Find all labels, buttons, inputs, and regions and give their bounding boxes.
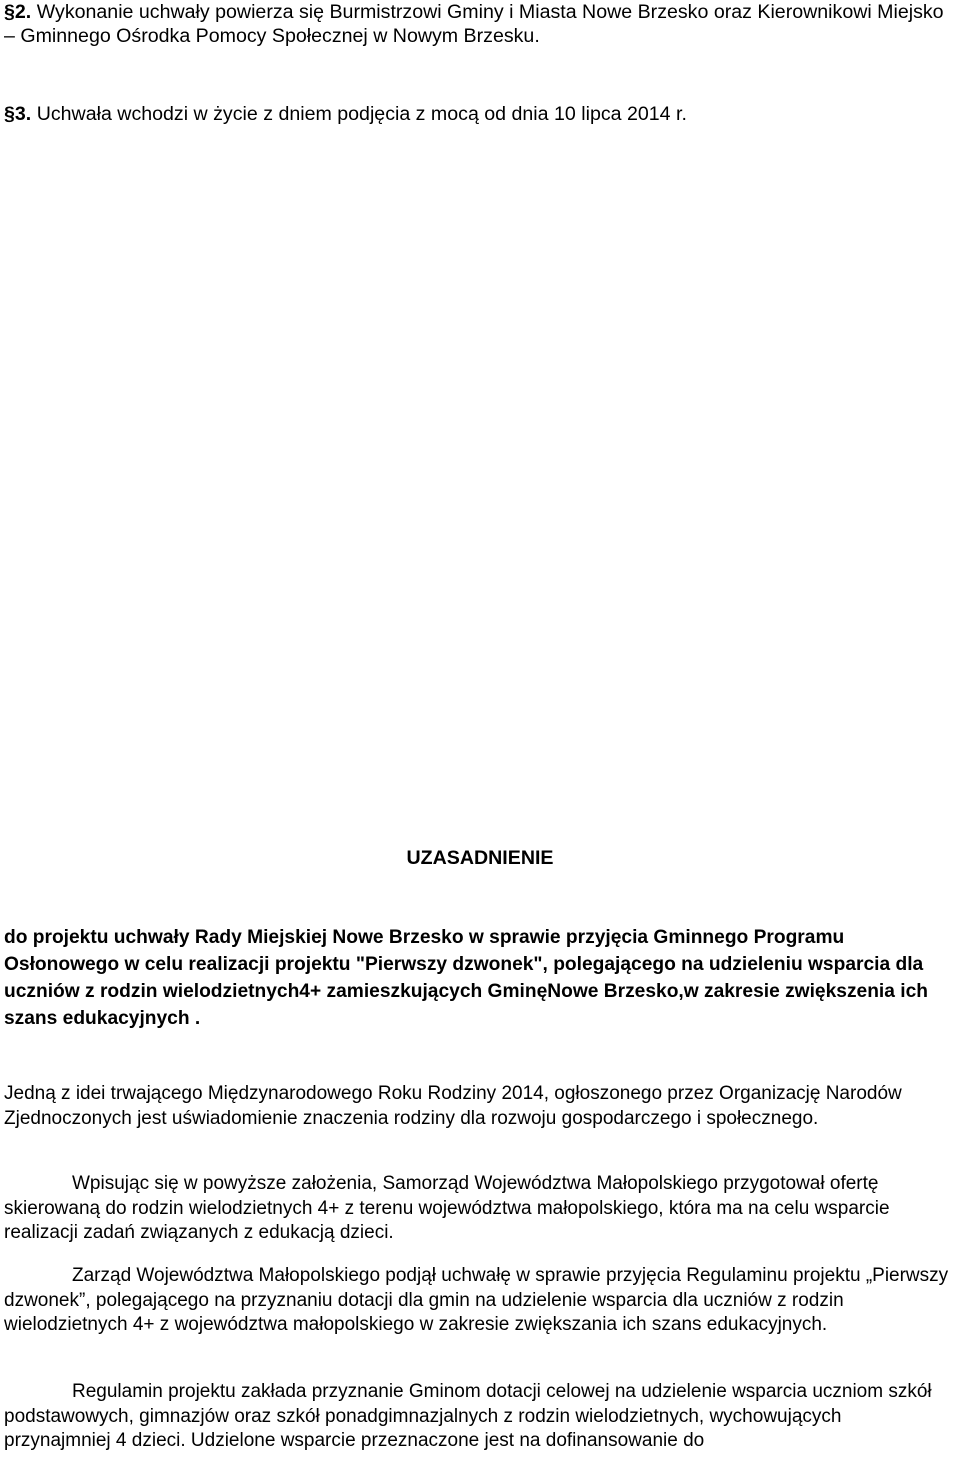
- justification-title: UZASADNIENIE: [406, 847, 554, 869]
- section-sign: §: [4, 1, 15, 23]
- section-text: Wykonanie uchwały powierza się Burmistrzowi Gminy i Miasta Nowe Brzesko oraz Kierownikowi Miejsko – Gminnego Ośrodka Pomocy Społecznej w Nowym Brzesku.: [4, 1, 944, 47]
- body-paragraph: Jedną z idei trwającego Międzynarodowego Roku Rodziny 2014, ogłoszonego przez Organizację Narodów Zjednoczonych jest uświadomienie znaczenia rodziny dla rozwoju gospodarczego i społecznego.: [4, 1083, 902, 1129]
- section-2-paragraph: [4, 0, 952, 48]
- body-paragraph: Regulamin projektu zakłada przyznanie Gminom dotacji celowej na udzielenie wsparcia uczniom szkół podstawowych, gimnazjów oraz szkół ponadgimnazjalnych z rodzin wielodzietnych, wychowujących przynajmniej 4 dzieci. Udzielone wsparcie przeznaczone jest na dofinansowanie do: [4, 1381, 932, 1451]
- justification-subtitle: do projektu uchwały Rady Miejskiej Nowe Brzesko w sprawie przyjęcia Gminnego Programu Osłonowego w celu realizacji projektu "Pierwszy dzwonek", polegającego na udzieleniu wsparcia dla uczniów z rodzin wielodzietnych4+ zamieszkujących GminęNowe Brzesko,w zakresie zwiększenia ich szans edukacyjnych .: [4, 927, 928, 1029]
- section-sign: §: [4, 103, 15, 125]
- section-3-paragraph: [4, 102, 952, 126]
- section-number: 3.: [14, 103, 32, 125]
- section-number: 2.: [14, 1, 32, 23]
- body-paragraph: Zarząd Województwa Małopolskiego podjął uchwałę w sprawie przyjęcia Regulaminu projektu „Pierwszy dzwonek”, polegającego na przyznaniu dotacji dla gmin na udzielenie wsparcia dla uczniów z rodzin wielodzietnych 4+ z województwa małopolskiego w zakresie zwiększania ich szans edukacyjnych.: [4, 1265, 949, 1335]
- body-paragraph: Wpisując się w powyższe założenia, Samorząd Województwa Małopolskiego przygotował ofertę skierowaną do rodzin wielodzietnych 4+ z terenu województwa małopolskiego, która ma na celu wsparcie realizacji zadań związanych z edukacją dzieci.: [4, 1173, 890, 1243]
- section-text: Uchwała wchodzi w życie z dniem podjęcia z mocą od dnia 10 lipca 2014 r.: [36, 103, 687, 125]
